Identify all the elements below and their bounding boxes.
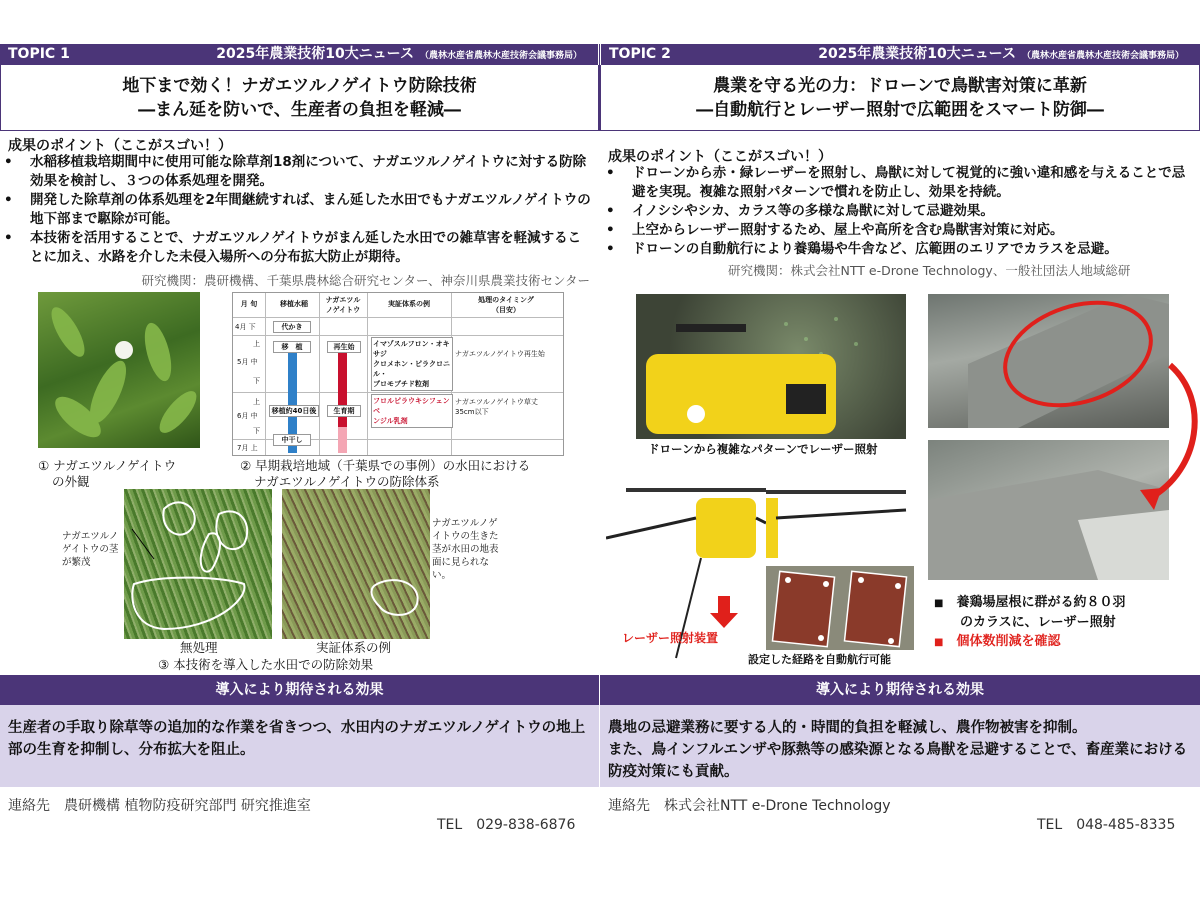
list-item: • 本技術を活用することで、ナガエツルノゲイトウがまん延した水田での雑草害を軽減することに加え、水路を介した未侵入場所への分布拡大防止が期待。	[0, 229, 592, 267]
drone-laser-photo	[636, 294, 906, 439]
list-item: • 開発した除草剤の体系処理を2年間継続すれば、まん延した水田でもナガエツルノゲイトウの地下部まで駆除が可能。	[0, 191, 592, 229]
drone-arm-right	[766, 478, 920, 566]
topic1-points-title: 成果のポイント（ここがスゴい！）	[8, 138, 232, 154]
stage-tag: 代かき	[273, 321, 311, 333]
topic2-label: TOPIC 2	[609, 46, 671, 62]
topic1-label: TOPIC 1	[8, 46, 70, 62]
topic1-title: 地下まで効く！ナガエツルノゲイトウ防除技術	[122, 76, 477, 96]
list-item: • イノシシやシカ、カラス等の多様な鳥獣に対して忌避効果。	[602, 202, 1196, 221]
rooftop-photo-2	[928, 440, 1169, 580]
topic2-title-box	[600, 65, 1200, 131]
label-untreated: 無処理	[180, 640, 218, 655]
caption-2: ② 早期栽培地域（千葉県での事例）の水田における ナガエツルノゲイトウの防除体系	[240, 458, 531, 489]
stage-tag: 再生始	[327, 341, 361, 353]
topic2-points-title: 成果のポイント（ここがスゴい！）	[608, 149, 832, 165]
topic1-points-list	[0, 153, 592, 267]
month-label: 上	[253, 398, 260, 406]
label-laser-device: レーザー照射装置	[622, 631, 719, 645]
topic2-contact: 連絡先 株式会社NTT e-Drone Technology	[608, 798, 891, 814]
stage-tag: 生育期	[327, 405, 361, 417]
list-item: • ドローンから赤・緑レーザーを照射し、鳥獣に対して視覚的に強い違和感を与えることで忌避を実現。複雑な照射パターンで慣れを防止し、効果を持続。	[602, 164, 1196, 202]
annotation-right: ナガエツルノゲイトウの生きた茎が水田の地表面に見られない。	[432, 518, 499, 581]
label-route: 設定した経路を自動航行可能	[748, 653, 891, 666]
topic1-contact: 連絡先 農研機構 植物防疫研究部門 研究推進室	[8, 798, 311, 814]
plant-photo	[38, 292, 200, 448]
topic2-effect-body: 農地の忌避業務に要する人的・時間的負担を軽減し、農作物被害を抑制。 また、鳥インフルエンザや豚熱等の感染源となる鳥獣を忌避することで、畜産業における防疫対策にも貢献。	[600, 705, 1200, 787]
stage-tag: 移 植	[273, 341, 311, 353]
month-label: 上	[253, 340, 260, 348]
topic2-effect-header: 導入により期待される効果	[600, 675, 1200, 705]
label-demo: 実証体系の例	[316, 640, 392, 655]
timing-2: ナガエツルノゲイトウ草丈 35cm以下	[455, 398, 538, 416]
stage-tag: 中干し	[273, 434, 311, 446]
table-header: 処理のタイミング （目安）	[478, 296, 534, 314]
list-item: • 水稲移植栽培期間中に使用可能な除草剤18剤について、ナガエツルノゲイトウに対する防除効果を検討し、３つの体系処理を開発。	[0, 153, 592, 191]
topic1-effect-body: 生産者の手取り除草等の追加的な作業を省きつつ、水田内のナガエツルノゲイトウの地上部の生育を抑制し、分布拡大を阻止。	[0, 705, 599, 787]
month-label: 4月 下	[235, 323, 256, 331]
untreated-field-photo	[124, 489, 272, 639]
table-header: 移植水稲	[280, 300, 308, 308]
stage-tag: 移植約40日後	[269, 405, 319, 417]
timing-1: ナガエツルノゲイトウ再生始	[455, 350, 545, 358]
caption-laser: ドローンから複雑なパターンでレーザー照射	[648, 442, 878, 456]
topic1-institution: 研究機関：農研機構、千葉県農林総合研究センター、神奈川県農業技術センター	[141, 273, 590, 288]
month-label: 下	[253, 427, 260, 435]
topic1-title-box	[0, 65, 599, 131]
month-label: 6月 中	[237, 412, 258, 420]
table-header: 月 旬	[240, 300, 258, 308]
route-map-photo	[766, 566, 914, 650]
topic2-points-list	[602, 164, 1196, 259]
topic2-institution: 研究機関：株式会社NTT e-Drone Technology、一般社団法人地域総研	[728, 263, 1131, 278]
rooftop-note: ■ 養鶏場屋根に群がる約８０羽 のカラスに、レーザー照射 ■ 個体数削減を確認	[934, 595, 1126, 649]
topic2-header-bar	[601, 44, 1200, 65]
topic2-tel: TEL 048-485-8335	[1037, 817, 1176, 833]
list-item: • ドローンの自動航行により養鶏場や牛舎など、広範囲のエリアでカラスを忌避。	[602, 240, 1196, 259]
control-schedule-table	[232, 292, 564, 456]
topic1-tel: TEL 029-838-6876	[437, 817, 576, 833]
topic1-subtitle: ―まん延を防いで、生産者の負担を軽減―	[138, 100, 461, 120]
weed-bar-late	[338, 427, 347, 453]
table-header: 実証体系の例	[388, 300, 430, 308]
topic2-title: 農業を守る光の力：ドローンで鳥獣害対策に革新	[713, 76, 1087, 96]
red-arrow-icon	[1140, 360, 1200, 520]
caption-1: ① ナガエツルノゲイトウ の外観	[38, 458, 177, 489]
annotation-left: ナガエツルノゲイトウの茎が繁茂	[62, 531, 119, 568]
demo-field-photo	[282, 489, 430, 639]
topic1-effect-header: 導入により期待される効果	[0, 675, 599, 705]
month-label: 7月 上	[237, 444, 258, 452]
month-label: 5月 中	[237, 358, 258, 366]
list-item: • 上空からレーザー照射するため、屋上や高所を含む鳥獣害対策に対応。	[602, 221, 1196, 240]
topic2-subtitle: ―自動航行とレーザー照射で広範囲をスマート防御―	[696, 100, 1104, 120]
topic1-news-label: 2025年農業技術10大ニュース （農林水産省農林水産技術会議事務局）	[216, 46, 582, 62]
rooftop-photo-1	[928, 294, 1169, 428]
month-label: 下	[253, 377, 260, 385]
table-header: ナガエツル ノゲイトウ	[325, 296, 361, 314]
topic2-news-label: 2025年農業技術10大ニュース （農林水産省農林水産技術会議事務局）	[818, 46, 1184, 62]
herbicide-1: イマゾスルフロン・オキサジ クロメホン・ピラクロニル・ ブロモブチド粒剤	[371, 337, 453, 391]
topic1-header-bar	[0, 44, 598, 65]
herbicide-2: フロルピラウキシフェンベ ンジル乳剤	[371, 394, 453, 428]
caption-3: ③ 本技術を導入した水田での防除効果	[158, 657, 374, 672]
